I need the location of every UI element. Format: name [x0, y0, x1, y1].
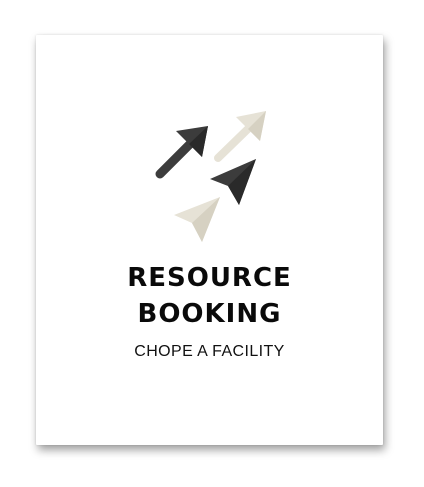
light-cursor-icon	[174, 197, 220, 242]
card-title-line1: RESOURCE	[127, 263, 292, 293]
arrows-cursor-icon	[36, 35, 383, 255]
light-arrow-icon	[218, 111, 266, 158]
resource-booking-card[interactable]	[36, 35, 383, 445]
card-title-line2: BOOKING	[137, 299, 282, 329]
dark-arrow-icon	[160, 126, 208, 174]
card-subtitle: CHOPE A FACILITY	[134, 343, 285, 360]
dark-cursor-icon	[210, 159, 256, 205]
